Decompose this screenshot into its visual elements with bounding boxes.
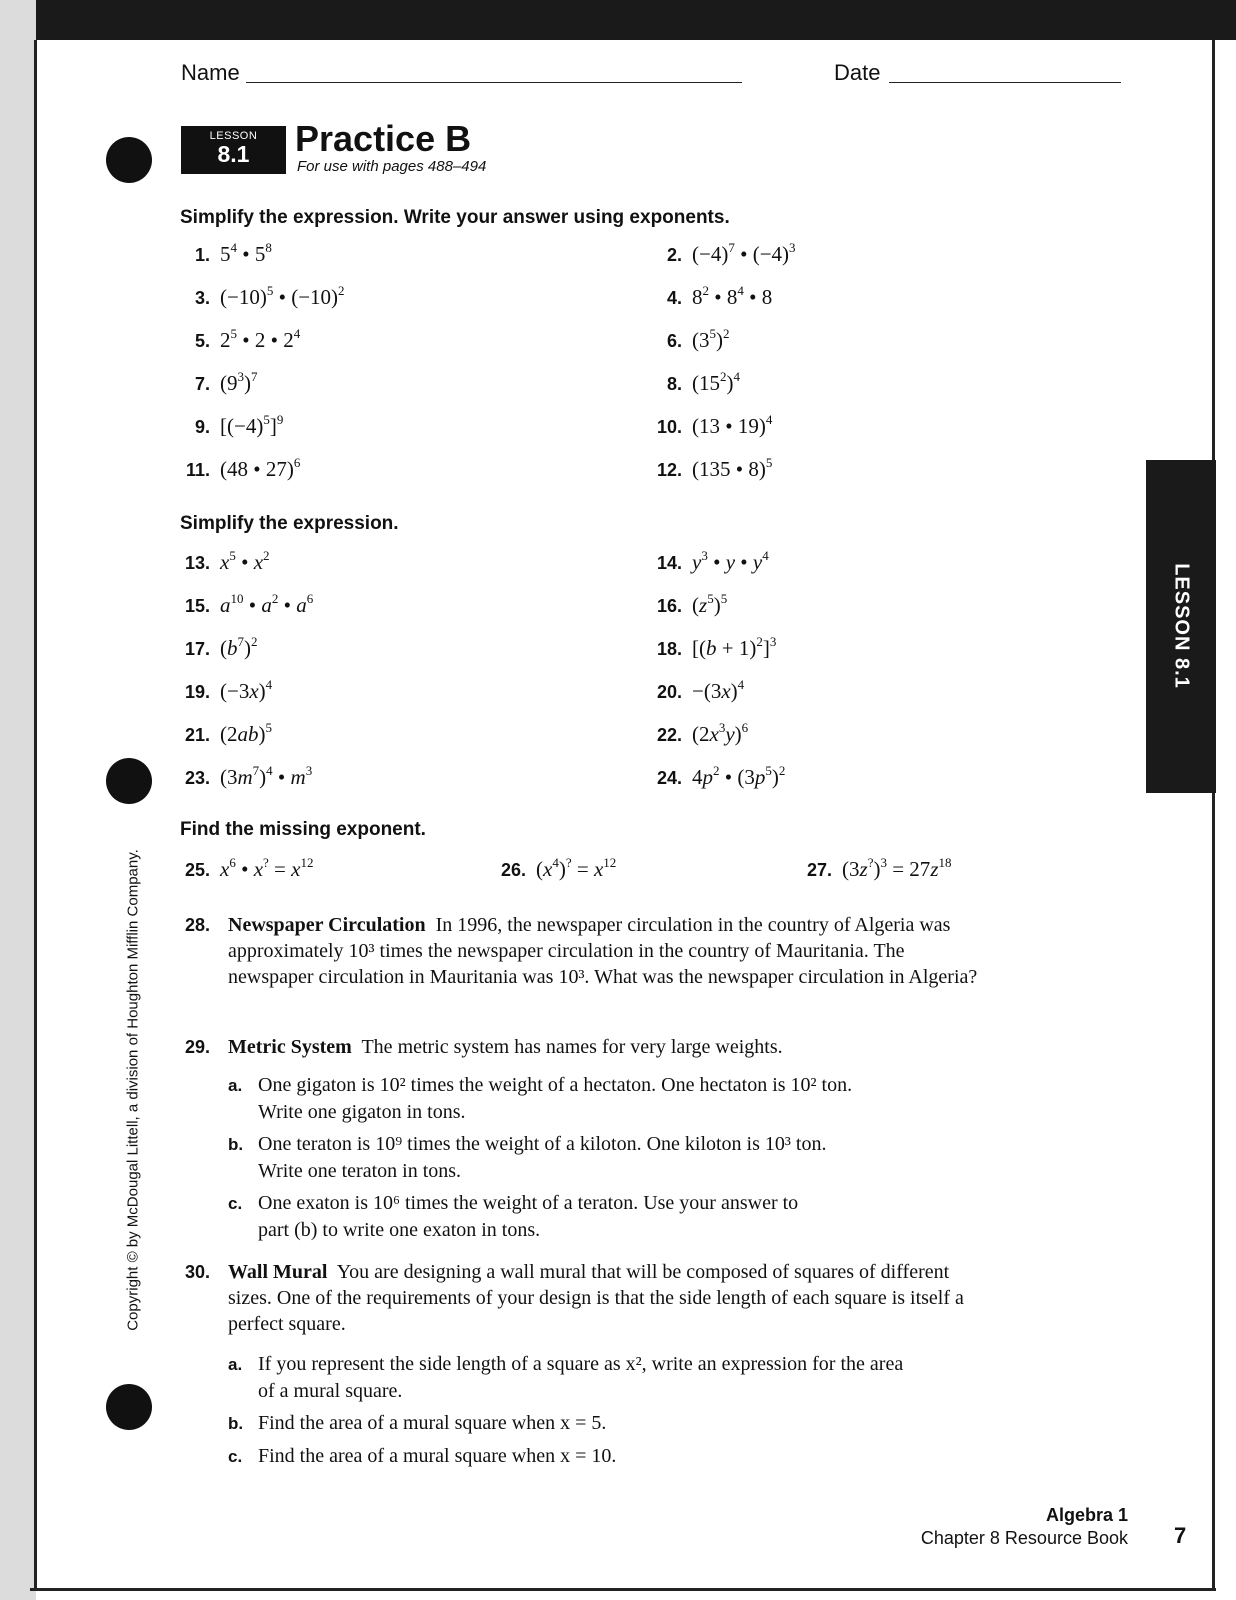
binder-hole-bottom [106,1384,152,1430]
problem-text: The metric system has names for very large weights. [361,1036,783,1058]
problem-text: You are designing a wall mural that will be composed of squares of different sizes. One of the requirements of your design is that the side length of each square is itself a perfect square. [228,1261,964,1335]
problem-25: 25. $x^6$ • $x^? = x^{12}$ [180,857,313,882]
date-label: Date [834,60,881,85]
problem-number: 14. [656,553,682,573]
part-text: One exaton is 10⁶ times the weight of a teraton. Use your answer to [258,1192,799,1214]
word-problem-29 [180,1034,783,1060]
name-field[interactable] [246,82,742,83]
problem-19: 19. $(-3x)^4$ [180,679,272,704]
lesson-badge-label: LESSON [209,130,258,142]
problem-number: 30. [184,1262,210,1282]
problem-number: 17. [184,639,210,659]
problem-number: 8. [666,374,682,394]
part-text-cont: Write one gigaton in tons. [258,1101,466,1123]
part-text-cont: of a mural square. [258,1380,403,1402]
word-problem-body [228,1259,988,1337]
part-letter: b. [228,1135,244,1154]
problem-number: 5. [194,331,210,351]
problem-30a [228,1351,988,1404]
problem-9: 9. $[(-4)^5]^9$ [180,414,283,439]
problem-number: 3. [194,288,210,308]
part-text: One gigaton is 10² times the weight of a hectaton. One hectaton is 10² ton. [258,1074,853,1096]
page-left-border [34,40,37,1590]
part-letter: c. [228,1194,243,1213]
lesson-badge [181,126,286,174]
problem-number: 10. [656,417,682,437]
problem-13: 13. $x^5$ • $x^2$ [180,550,270,575]
problem-number: 24. [656,768,682,788]
page-subtitle: For use with pages 488–494 [297,158,487,175]
problem-30c [228,1443,988,1470]
problem-4: 4. $8^2$ • $8^4$ • 8 [646,285,772,310]
problem-number: 28. [184,915,210,935]
problem-10: 10. (13 • 19)$^4$ [646,414,772,439]
problem-7: 7. $(9^3)^7$ [180,371,258,396]
problem-number: 1. [194,245,210,265]
problem-number: 20. [656,682,682,702]
binder-hole-top [106,137,152,183]
problem-number: 25. [184,860,210,880]
lesson-badge-number: 8.1 [217,141,250,167]
lesson-side-tab [1146,460,1216,793]
problem-number: 2. [666,245,682,265]
section-heading-3: Find the missing exponent. [180,819,426,840]
problem-number: 6. [666,331,682,351]
part-text: If you represent the side length of a square as x², write an expression for the area [258,1353,904,1375]
page-title: Practice B [295,118,472,159]
problem-17: 17. $(b^7)^2$ [180,636,258,661]
problem-number: 23. [184,768,210,788]
part-text-cont: part (b) to write one exaton in tons. [258,1219,541,1241]
problem-23: 23. $(3m^7)^4$ • $m^3$ [180,765,312,790]
problem-6: 6. $(3^5)^2$ [646,328,730,353]
problem-2: 2. $(-4)^7$ • $(-4)^3$ [646,242,796,267]
problem-29c [228,1190,988,1243]
problem-title: Newspaper Circulation [228,914,426,936]
problem-text: In 1996, the newspaper circulation in the country of Algeria was approximately 10³ times the newspaper circulation in the country of Mauritania. The newspaper circulation in Mauritania was 10³. What was the newspaper circulation in Algeria? [228,914,978,988]
problem-number: 13. [184,553,210,573]
problem-18: 18. $[(b + 1)^2]^3$ [646,636,776,661]
part-letter: b. [228,1414,244,1433]
problem-22: 22. $(2x^3y)^6$ [646,722,748,747]
problem-27: 27. $(3z^?)^3 = 27z^{18}$ [796,857,952,882]
problem-number: 9. [194,417,210,437]
problem-number: 12. [656,460,682,480]
part-text: One teraton is 10⁹ times the weight of a kiloton. One kiloton is 10³ ton. [258,1133,827,1155]
problem-5: 5. $2^5$ • 2 • $2^4$ [180,328,300,353]
problem-12: 12. (135 • 8)$^5$ [646,457,772,482]
word-problem-28 [180,912,978,988]
word-problem-30 [180,1259,964,1335]
word-problem-body [228,1034,988,1060]
word-problem-body [228,912,988,990]
problem-title: Metric System [228,1036,352,1058]
problem-number: 16. [656,596,682,616]
problem-20: 20. $-(3x)^4$ [646,679,744,704]
problem-1: 1. $5^4$ • $5^8$ [180,242,272,267]
problem-number: 27. [806,860,832,880]
section-heading-1: Simplify the expression. Write your answer using exponents. [180,207,730,228]
problem-16: 16. $(z^5)^5$ [646,593,727,618]
part-text: Find the area of a mural square when x = 10. [258,1445,617,1467]
part-letter: a. [228,1076,243,1095]
problem-number: 4. [666,288,682,308]
problem-24: 24. $4p^2$ • $(3p^5)^2$ [646,765,785,790]
date-field[interactable] [889,82,1121,83]
problem-8: 8. $(15^2)^4$ [646,371,740,396]
footer-book-title: Algebra 1 [1045,1505,1128,1525]
problem-number: 22. [656,725,682,745]
problem-number: 11. [185,460,210,480]
problem-title: Wall Mural [228,1261,328,1283]
problem-number: 19. [184,682,210,702]
copyright-notice: Copyright © by McDougal Littell, a division of Houghton Mifflin Company. [124,849,142,1331]
name-label: Name [181,60,240,85]
problem-3: 3. $(-10)^5$ • $(-10)^2$ [180,285,345,310]
page-right-border [1212,40,1215,1590]
scan-top-border [0,0,1236,40]
problem-11: 11. (48 • 27)$^6$ [180,457,300,482]
page-bottom-border [30,1588,1216,1591]
part-text: Find the area of a mural square when x = 5. [258,1412,607,1434]
problem-21: 21. $(2ab)^5$ [180,722,272,747]
section-heading-2: Simplify the expression. [180,513,399,534]
part-letter: a. [228,1355,243,1374]
problem-26: 26. $(x^4)^? = x^{12}$ [490,857,616,882]
binder-hole-middle [106,758,152,804]
footer-resource-title: Chapter 8 Resource Book [920,1528,1128,1548]
part-letter: c. [228,1447,243,1466]
problem-number: 7. [194,374,210,394]
part-text-cont: Write one teraton in tons. [258,1160,462,1182]
problem-30b [228,1410,988,1437]
page-number: 7 [1174,1523,1187,1548]
problem-number: 21. [184,725,210,745]
problem-number: 26. [500,860,526,880]
problem-number: 15. [184,596,210,616]
problem-number: 18. [656,639,682,659]
problem-14: 14. $y^3$ • y • $y^4$ [646,550,769,575]
problem-15: 15. $a^{10}$ • $a^2$ • $a^6$ [180,593,313,618]
scan-left-edge [0,0,36,1600]
side-tab-label: LESSON 8.1 [1170,563,1193,689]
problem-number: 29. [184,1037,210,1057]
problem-29b [228,1131,988,1184]
problem-29a [228,1072,988,1125]
